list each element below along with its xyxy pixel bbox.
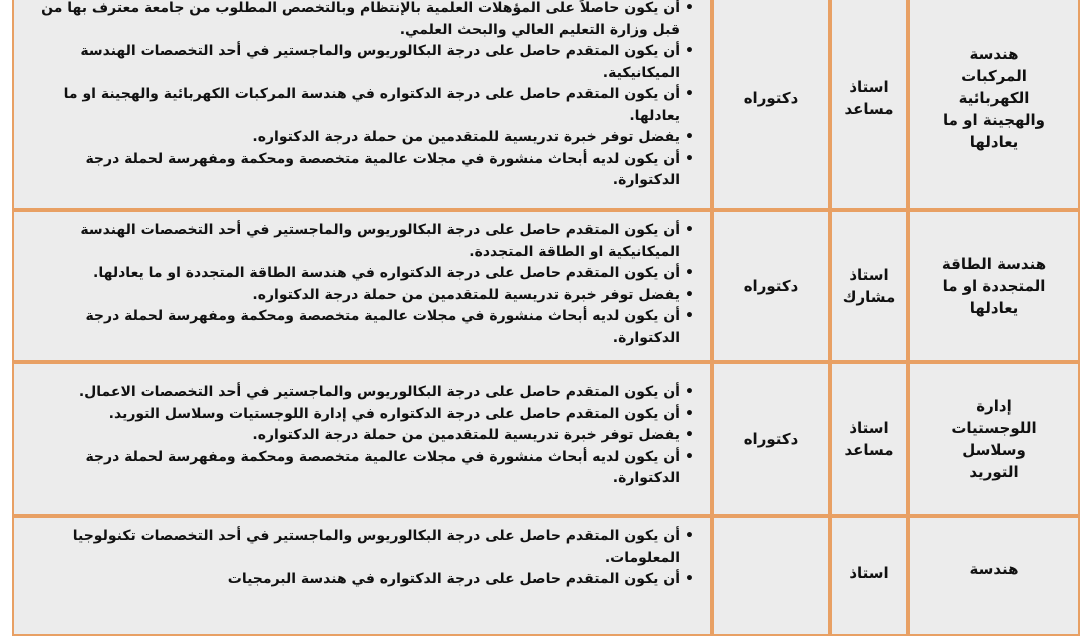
specialization-text: هندسة المركبات الكهربائية والهجينة او ما يعادلها: [943, 45, 1045, 151]
requirement-item: • أن يكون المتقدم حاصل على درجة البكالوريوس والماجستير في أحد التخصصات تكنولوجيا المعلومات.: [28, 526, 680, 569]
degree-text: دكتوراه: [743, 89, 799, 107]
rank-cell: [830, 210, 908, 362]
requirement-item: • أن يكون لديه أبحاث منشورة في مجلات عالمية متخصصة ومحكمة ومفهرسة لحملة درجة الدكتوارة.: [28, 447, 680, 490]
degree-cell: [712, 0, 830, 210]
degree-cell: [712, 516, 830, 636]
table-row: [0, 516, 1080, 636]
requirement-item: • يفضل توفر خبرة تدريسية للمتقدمين من حملة درجة الدكتواره.: [28, 425, 680, 447]
rank-text: استاذ مشارك: [842, 266, 896, 306]
requirement-item: • يفضل توفر خبرة تدريسية للمتقدمين من حملة درجة الدكتواره.: [28, 127, 680, 149]
table-row: [0, 210, 1080, 362]
degree-text: [714, 518, 828, 634]
rank-cell: [830, 0, 908, 210]
requirement-item: • أن يكون لديه أبحاث منشورة في مجلات عالمية متخصصة ومحكمة ومفهرسة لحملة درجة الدكتوارة.: [28, 149, 680, 192]
requirements-list: [14, 0, 710, 198]
requirements-cell: [12, 0, 712, 210]
requirement-item: • أن يكون المتقدم حاصل على درجة الدكتواره في هندسة الطاقة المتجددة او ما يعادلها.: [28, 263, 680, 285]
specialization-cell: [908, 516, 1080, 636]
degree-cell: [712, 362, 830, 516]
specialization-cell: [908, 0, 1080, 210]
specialization-text: هندسة: [969, 560, 1019, 578]
degree-text: دكتوراه: [743, 277, 799, 295]
requirement-item: • أن يكون المتقدم حاصل على درجة البكالوريوس والماجستير في أحد التخصصات الاعمال.: [28, 382, 680, 404]
rank-cell: [830, 362, 908, 516]
requirement-item: • أن يكون لديه أبحاث منشورة في مجلات عالمية متخصصة ومحكمة ومفهرسة لحملة درجة الدكتوارة.: [28, 306, 680, 349]
rank-cell: [830, 516, 908, 636]
rank-text: استاذ مساعد: [844, 78, 894, 118]
table-row: [0, 0, 1080, 210]
requirements-cell: [12, 516, 712, 636]
requirements-list: [14, 212, 710, 355]
specialization-text: إدارة اللوجستيات وسلاسل التوريد: [951, 397, 1037, 481]
specialization-text: هندسة الطاقة المتجددة او ما يعادلها: [941, 255, 1047, 317]
requirement-item: • أن يكون المتقدم حاصل على درجة الدكتواره في إدارة اللوجستيات وسلاسل التوريد.: [28, 404, 680, 426]
requirements-cell: [12, 210, 712, 362]
requirement-item: • أن يكون المتقدم حاصل على درجة البكالوريوس والماجستير في أحد التخصصات الهندسة الميكانيكية.: [28, 41, 680, 84]
rank-text: استاذ: [849, 564, 889, 582]
requirement-item: • أن يكون المتقدم حاصل على درجة الدكتواره في هندسة المركبات الكهربائية والهجينة او ما يعادلها.: [28, 84, 680, 127]
requirement-item: • يفضل توفر خبرة تدريسية للمتقدمين من حملة درجة الدكتواره.: [28, 285, 680, 307]
table-row: [0, 362, 1080, 516]
rank-text: استاذ مساعد: [844, 419, 894, 459]
requirements-list: [14, 364, 710, 496]
requirement-item: • أن يكون المتقدم حاصل على درجة الدكتواره في هندسة البرمجيات: [28, 569, 680, 591]
degree-text: دكتوراه: [743, 430, 799, 448]
requirement-item: • أن يكون حاصلاً على المؤهلات العلمية بالإنتظام وبالتخصص المطلوب من جامعة معترف بها من قبل وزارة التعليم العالي والبحث العلمي.: [28, 0, 680, 41]
degree-cell: [712, 210, 830, 362]
requirement-item: • أن يكون المتقدم حاصل على درجة البكالوريوس والماجستير في أحد التخصصات الهندسة الميكانيكية او الطاقة المتجددة.: [28, 220, 680, 263]
requirements-cell: [12, 362, 712, 516]
requirements-list: [14, 518, 710, 597]
specialization-cell: [908, 210, 1080, 362]
specialization-cell: [908, 362, 1080, 516]
